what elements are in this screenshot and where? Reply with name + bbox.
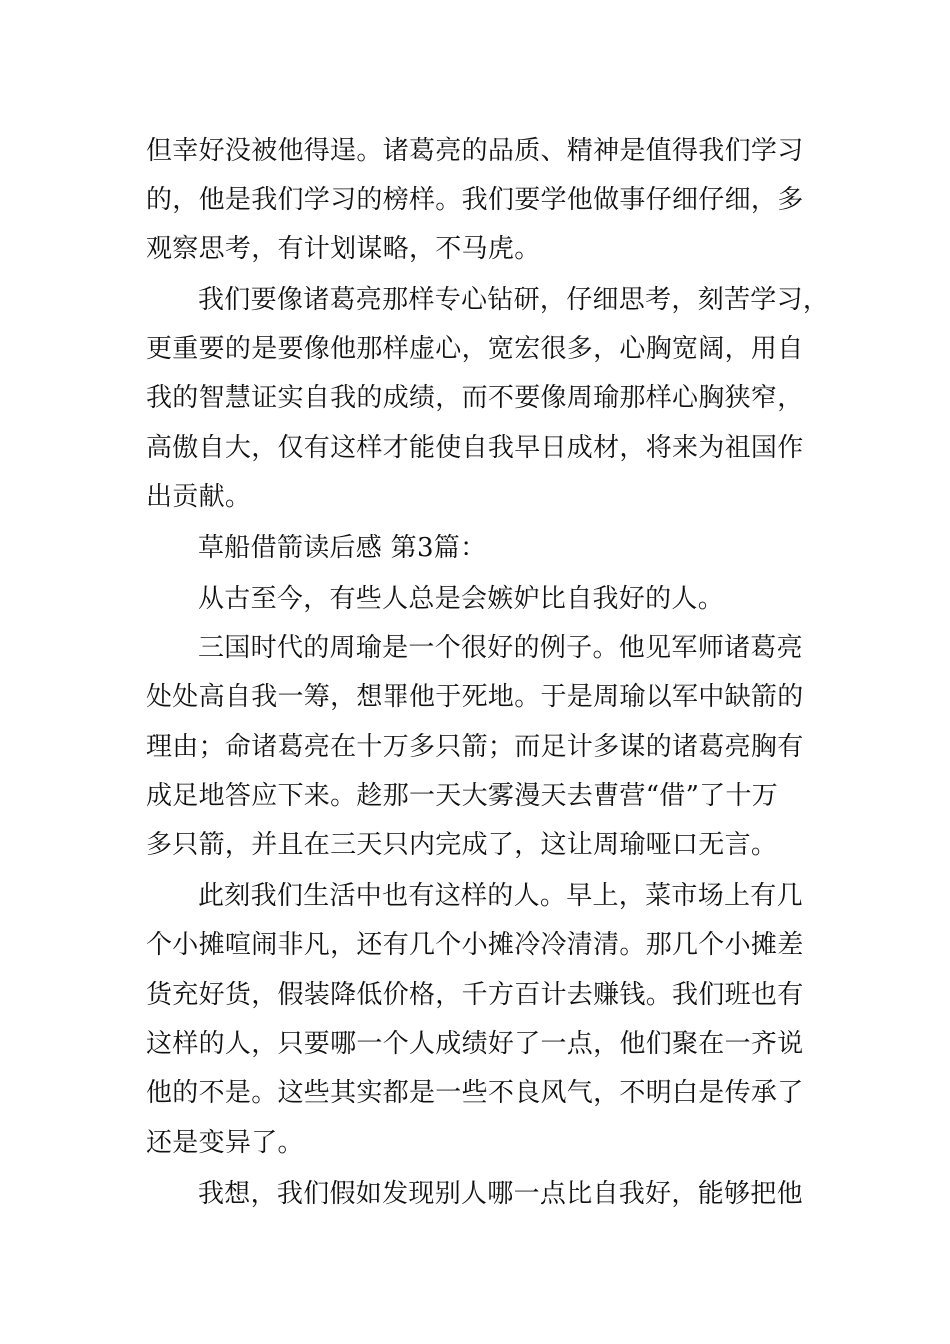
paragraph-start-line: 从古至今，有些人总是会嫉妒比自我好的人。 [198, 584, 725, 614]
text-line: 他的不是。这些其实都是一些不良风气，不明白是传承了 [146, 1078, 804, 1108]
text-line: 理由；命诸葛亮在十万多只箭；而足计多谋的诸葛亮胸有 [146, 732, 804, 762]
paragraph-start-line: 此刻我们生活中也有这样的人。早上，菜市场上有几 [198, 881, 803, 911]
text-line: 多只箭，并且在三天只内完成了，这让周瑜哑口无言。 [146, 830, 778, 860]
text-line: 成足地答应下来。趁那一天大雾漫天去曹营“借”了十万 [146, 781, 779, 811]
paragraph-start-line: 我们要像诸葛亮那样专心钻研，仔细思考，刻苦学习， [198, 285, 830, 315]
text-line: 还是变异了。 [146, 1128, 304, 1158]
text-line: 观察思考，有计划谋略，不马虎。 [146, 234, 541, 264]
text-line: 处处高自我一筹，想罪他于死地。于是周瑜以军中缺箭的 [146, 682, 804, 712]
text-line: 但幸好没被他得逞。诸葛亮的品质、精神是值得我们学习 [146, 136, 804, 166]
text-line: 这样的人，只要哪一个人成绩好了一点，他们聚在一齐说 [146, 1029, 804, 1059]
text-line: 出贡献。 [146, 482, 252, 512]
text-line: 货充好货，假装降低价格，千方百计去赚钱。我们班也有 [146, 980, 804, 1010]
paragraph-start-line: 三国时代的周瑜是一个很好的例子。他见军师诸葛亮 [198, 633, 803, 663]
text-line: 高傲自大，仅有这样才能使自我早日成材，将来为祖国作 [146, 433, 804, 463]
section-heading: 草船借箭读后感 第3篇： [198, 533, 487, 563]
text-line: 我的智慧证实自我的成绩，而不要像周瑜那样心胸狭窄， [146, 383, 804, 413]
text-line: 个小摊喧闹非凡，还有几个小摊冷冷清清。那几个小摊差 [146, 930, 804, 960]
text-line: 的，他是我们学习的榜样。我们要学他做事仔细仔细，多 [146, 185, 804, 215]
paragraph-start-line: 我想，我们假如发现别人哪一点比自我好，能够把他 [198, 1179, 803, 1209]
text-line: 更重要的是要像他那样虚心，宽宏很多，心胸宽阔，用自 [146, 334, 804, 364]
